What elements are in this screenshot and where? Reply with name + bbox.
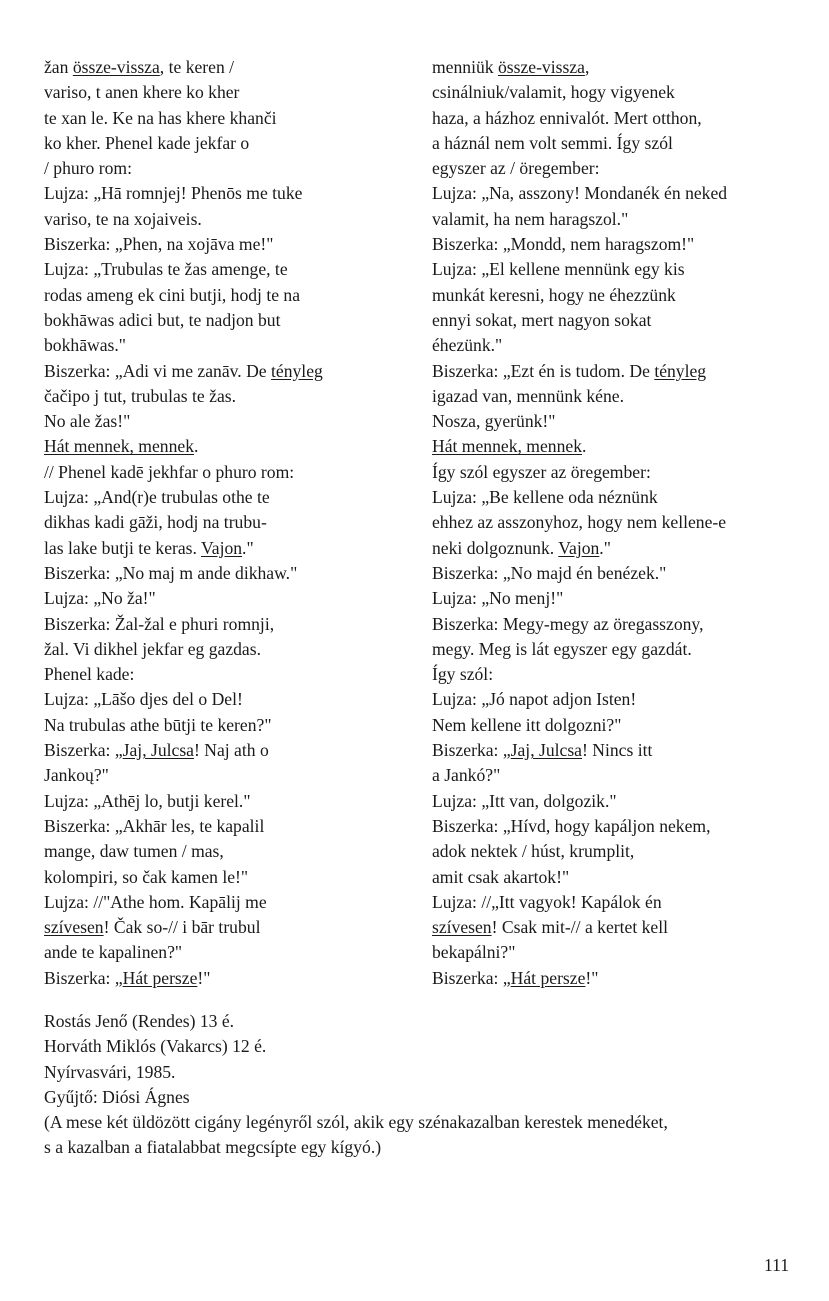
text-segment: Biszerka: „No maj m ande dikhaw.": [44, 562, 298, 583]
text-segment: a Jankó?": [432, 765, 501, 786]
text-segment: haza, a házhoz ennivalót. Mert otthon,: [432, 107, 702, 128]
text-line: [432, 713, 812, 738]
text-segment: egyszer az / öregember:: [432, 158, 600, 179]
text-segment: variso, te na xojaiveis.: [44, 208, 202, 229]
text-line: [44, 106, 414, 131]
text-line: [44, 536, 414, 561]
text-segment: las lake butji te keras.: [44, 537, 201, 558]
text-segment: bekapálni?": [432, 942, 516, 963]
text-line: [44, 207, 414, 232]
text-segment: Lujza: „Hā romnjej! Phenōs me tuke: [44, 183, 303, 204]
text-line: [432, 359, 812, 384]
text-segment: Biszerka: „Hívd, hogy kapáljon nekem,: [432, 815, 711, 836]
text-segment: / phuro rom:: [44, 158, 132, 179]
text-line: [432, 662, 812, 687]
text-line: [44, 966, 414, 991]
text-segment: čačipo j tut, trubulas te žas.: [44, 385, 237, 406]
text-segment: ! Čak so-// i bār trubul: [103, 917, 261, 938]
place-and-year: Nyírvasvári, 1985.: [44, 1061, 176, 1082]
text-line: [432, 333, 812, 358]
text-line: [44, 283, 414, 308]
text-segment: Lujza: //„Itt vagyok! Kapálok én: [432, 891, 662, 912]
text-segment: ,: [584, 57, 590, 77]
text-segment: žal. Vi dikhel jekfar eg gazdas.: [44, 638, 261, 659]
text-segment: munkát keresni, hogy ne éhezzünk: [432, 284, 676, 305]
text-line: [432, 586, 812, 611]
text-segment: !": [585, 967, 599, 988]
text-segment: Biszerka: „Phen, na xojāva me!": [44, 234, 274, 255]
text-line: [432, 409, 812, 434]
text-segment: Nosza, gyerünk!": [432, 411, 556, 432]
text-line: [44, 789, 414, 814]
text-line: [432, 55, 812, 80]
text-segment: Biszerka: „: [432, 967, 511, 988]
text-line: [44, 763, 414, 788]
page-number: 111: [764, 1255, 790, 1275]
text-segment: .: [582, 436, 587, 457]
text-segment: Biszerka: „Adi vi me zanāv. De: [44, 360, 272, 381]
text-line: [44, 384, 414, 409]
underlined-phrase: tényleg: [271, 360, 323, 381]
text-segment: mange, daw tumen / mas,: [44, 841, 224, 862]
text-segment: .": [599, 537, 611, 558]
text-segment: csinálniuk/valamit, hogy vigyenek: [432, 82, 675, 103]
text-segment: Lujza: „Trubulas te žas amenge, te: [44, 259, 288, 280]
text-line: [432, 763, 812, 788]
text-line: [432, 612, 812, 637]
text-segment: Lujza: „Itt van, dolgozik.": [432, 790, 617, 811]
text-segment: valamit, ha nem haragszol.": [432, 208, 629, 229]
text-line: [432, 510, 812, 535]
text-line: [432, 561, 812, 586]
text-line: [44, 131, 414, 156]
text-line: [44, 662, 414, 687]
text-line: [432, 434, 812, 459]
text-segment: Lujza: „Lāšo djes del o Del!: [44, 689, 243, 710]
text-segment: menniük: [432, 57, 498, 77]
text-line: [44, 181, 414, 206]
text-line: [432, 814, 812, 839]
text-segment: ! Nincs itt: [582, 740, 653, 761]
text-line: [44, 915, 414, 940]
underlined-phrase: Vajon: [558, 537, 600, 558]
text-line: [432, 637, 812, 662]
text-line: [44, 865, 414, 890]
hungarian-translation-column: [432, 55, 812, 991]
text-segment: Így szól:: [432, 664, 494, 685]
text-segment: adok nektek / húst, krumplit,: [432, 841, 635, 862]
text-line: [44, 561, 414, 586]
underlined-phrase: össze-vissza: [497, 57, 585, 77]
text-line: [44, 308, 414, 333]
text-line: [44, 80, 414, 105]
text-line: [44, 839, 414, 864]
text-line: [432, 257, 812, 282]
text-segment: bokhāwas adici but, te nadjon but: [44, 309, 281, 330]
text-line: [44, 409, 414, 434]
text-line: [44, 156, 414, 181]
text-segment: igazad van, mennünk kéne.: [432, 385, 624, 406]
underlined-phrase: szívesen: [44, 917, 104, 938]
text-line: [432, 915, 812, 940]
text-segment: kolompiri, so čak kamen le!": [44, 866, 249, 887]
text-line: [44, 333, 414, 358]
text-line: [432, 865, 812, 890]
text-segment: dikhas kadi gāži, hodj na trubu-: [44, 512, 267, 533]
text-line: [44, 460, 414, 485]
text-line: [44, 713, 414, 738]
text-line: [432, 308, 812, 333]
text-segment: ennyi sokat, mert nagyon sokat: [432, 309, 652, 330]
text-line: [432, 536, 812, 561]
text-segment: Biszerka: Megy-megy az öregasszony,: [432, 613, 704, 634]
text-segment: ande te kapalinen?": [44, 942, 183, 963]
text-line: [432, 106, 812, 131]
text-segment: amit csak akartok!": [432, 866, 570, 887]
text-line: [44, 55, 414, 80]
underlined-phrase: Hát persze: [510, 967, 586, 988]
underlined-phrase: Hát persze: [122, 967, 198, 988]
text-line: [44, 257, 414, 282]
underlined-phrase: tényleg: [654, 360, 707, 381]
text-line: [432, 80, 812, 105]
summary-line-2: s a kazalban a fiatalabbat megcsípte egy kígyó.): [44, 1137, 382, 1158]
text-segment: Biszerka: „No majd én benézek.": [432, 562, 667, 583]
text-line: [432, 789, 812, 814]
underlined-phrase: Jaj, Julcsa: [122, 740, 194, 761]
text-segment: // Phenel kadē jekhfar o phuro rom:: [44, 461, 295, 482]
romani-text-column: [44, 55, 414, 991]
text-line: [44, 940, 414, 965]
text-segment: rodas ameng ek cini butji, hodj te na: [44, 284, 301, 305]
text-line: [432, 966, 812, 991]
text-line: [432, 283, 812, 308]
text-line: [44, 890, 414, 915]
text-segment: Biszerka: „Mondd, nem haragszom!": [432, 234, 695, 255]
text-segment: Biszerka: „Akhār les, te kapalil: [44, 815, 265, 836]
collector: Gyűjtő: Diósi Ágnes: [44, 1086, 190, 1107]
text-segment: , te keren /: [159, 57, 235, 77]
text-line: [432, 460, 812, 485]
text-line: [44, 510, 414, 535]
informant-2: Horváth Miklós (Vakarcs) 12 é.: [44, 1036, 267, 1057]
summary-line-1: (A mese két üldözött cigány legényről szól, akik egy szénakazalban kerestek menedéket,: [44, 1112, 668, 1133]
text-line: [44, 687, 414, 712]
text-line: [44, 814, 414, 839]
text-segment: žan: [44, 57, 73, 77]
text-line: [432, 384, 812, 409]
text-line: [432, 485, 812, 510]
informant-1: Rostás Jenő (Rendes) 13 é.: [44, 1011, 235, 1031]
text-line: [44, 586, 414, 611]
text-segment: éhezünk.": [432, 335, 503, 356]
text-segment: Jankoų?": [44, 765, 109, 786]
text-line: [432, 156, 812, 181]
text-line: [44, 637, 414, 662]
text-segment: neki dolgoznunk.: [432, 537, 559, 558]
text-segment: !": [197, 967, 211, 988]
text-segment: Biszerka: Žal-žal e phuri romnji,: [44, 613, 275, 634]
text-segment: .: [194, 436, 199, 457]
underlined-phrase: szívesen: [432, 917, 492, 938]
text-segment: Lujza: //"Athe hom. Kapālij me: [44, 891, 267, 912]
text-segment: Biszerka: „: [44, 740, 123, 761]
text-segment: Lujza: „Jó napot adjon Isten!: [432, 689, 637, 710]
text-segment: ! Naj ath o: [194, 740, 269, 761]
text-segment: No ale žas!": [44, 411, 131, 432]
underlined-phrase: Hát mennek, mennek: [432, 436, 582, 457]
text-line: [432, 890, 812, 915]
text-segment: Phenel kade:: [44, 664, 135, 685]
text-segment: Na trubulas athe būtji te keren?": [44, 714, 272, 735]
text-segment: Így szól egyszer az öregember:: [432, 461, 651, 482]
text-segment: variso, t anen khere ko kher: [44, 82, 240, 103]
text-line: [44, 738, 414, 763]
text-line: [432, 131, 812, 156]
text-segment: ! Csak mit-// a kertet kell: [491, 917, 668, 938]
text-segment: a háznál nem volt semmi. Így szól: [432, 132, 673, 153]
text-line: [432, 687, 812, 712]
text-segment: .": [242, 537, 254, 558]
text-line: [432, 940, 812, 965]
text-segment: Biszerka: „Ezt én is tudom. De: [432, 360, 655, 381]
underlined-phrase: Jaj, Julcsa: [510, 740, 582, 761]
text-line: [44, 232, 414, 257]
text-segment: Lujza: „And(r)e trubulas othe te: [44, 487, 270, 508]
underlined-phrase: Hát mennek, mennek: [44, 436, 194, 457]
text-line: [44, 434, 414, 459]
text-segment: te xan le. Ke na has khere khanči: [44, 107, 277, 128]
text-segment: Biszerka: „: [432, 740, 511, 761]
text-segment: Biszerka: „: [44, 967, 123, 988]
text-segment: ko kher. Phenel kade jekfar o: [44, 132, 250, 153]
text-segment: Lujza: „Be kellene oda néznünk: [432, 487, 658, 508]
text-line: [432, 232, 812, 257]
text-line: [432, 738, 812, 763]
text-segment: Lujza: „No ža!": [44, 588, 156, 609]
text-line: [44, 359, 414, 384]
text-line: [44, 612, 414, 637]
underlined-phrase: Vajon: [201, 537, 243, 558]
text-segment: bokhāwas.": [44, 335, 126, 356]
text-segment: ehhez az asszonyhoz, hogy nem kellene-e: [432, 512, 727, 533]
text-segment: Lujza: „No menj!": [432, 588, 564, 609]
text-line: [432, 181, 812, 206]
underlined-phrase: össze-vissza: [72, 57, 160, 77]
text-segment: Lujza: „El kellene mennünk egy kis: [432, 259, 685, 280]
source-notes: [44, 1009, 814, 1161]
text-line: [44, 485, 414, 510]
text-segment: megy. Meg is lát egyszer egy gazdát.: [432, 638, 692, 659]
text-line: [432, 839, 812, 864]
text-segment: Lujza: „Na, asszony! Mondanék én neked: [432, 183, 728, 204]
text-line: [432, 207, 812, 232]
text-segment: Lujza: „Athēj lo, butji kerel.": [44, 790, 251, 811]
text-segment: Nem kellene itt dolgozni?": [432, 714, 622, 735]
